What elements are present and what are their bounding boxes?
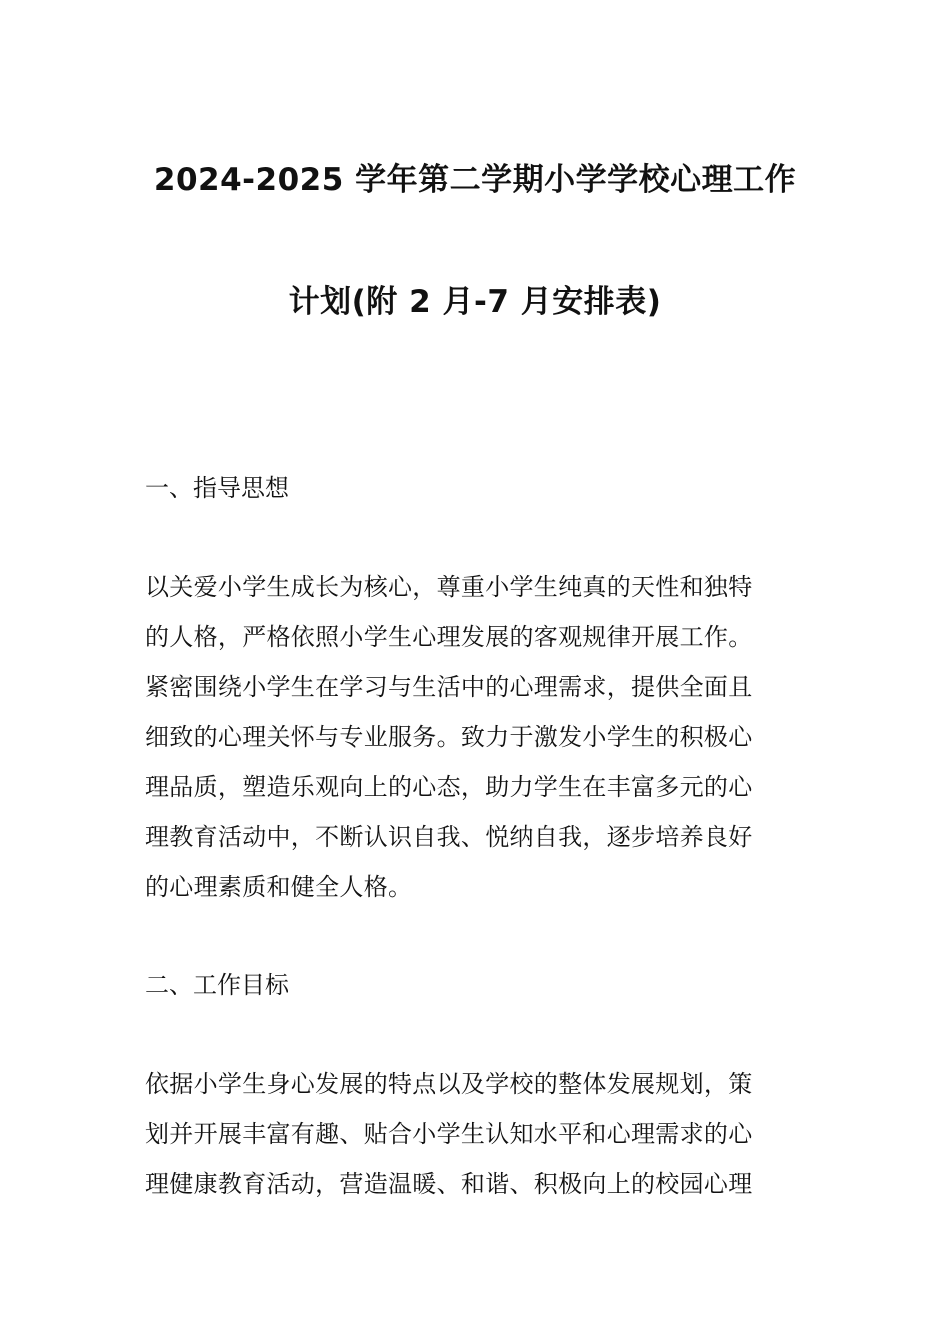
guiding-ideology-paragraph [145,562,815,912]
paragraph-line: 细致的心理关怀与专业服务。致力于激发小学生的积极心 [145,723,753,751]
section-heading-work-goals: 二、工作目标 [145,971,289,999]
paragraph-line: 的心理素质和健全人格。 [145,873,413,901]
paragraph-line: 划并开展丰富有趣、贴合小学生认知水平和心理需求的心 [145,1120,753,1148]
work-goals-paragraph [145,1059,815,1209]
paragraph-line: 紧密围绕小学生在学习与生活中的心理需求，提供全面且 [145,673,753,701]
paragraph-line: 理品质，塑造乐观向上的心态，助力学生在丰富多元的心 [145,773,753,801]
document-title-line-1: 2024-2025 学年第二学期小学学校心理工作 [153,162,797,198]
paragraph-line: 的人格，严格依照小学生心理发展的客观规律开展工作。 [145,623,753,651]
paragraph-line: 依据小学生身心发展的特点以及学校的整体发展规划，策 [145,1070,753,1098]
section-heading-guiding-ideology: 一、指导思想 [145,474,289,502]
paragraph-line: 理健康教育活动，营造温暖、和谐、积极向上的校园心理 [145,1170,753,1198]
paragraph-line: 以关爱小学生成长为核心，尊重小学生纯真的天性和独特 [145,573,753,601]
document-title-line-2: 计划(附 2 月-7 月安排表) [288,284,662,320]
paragraph-line: 理教育活动中，不断认识自我、悦纳自我，逐步培养良好 [145,823,753,851]
